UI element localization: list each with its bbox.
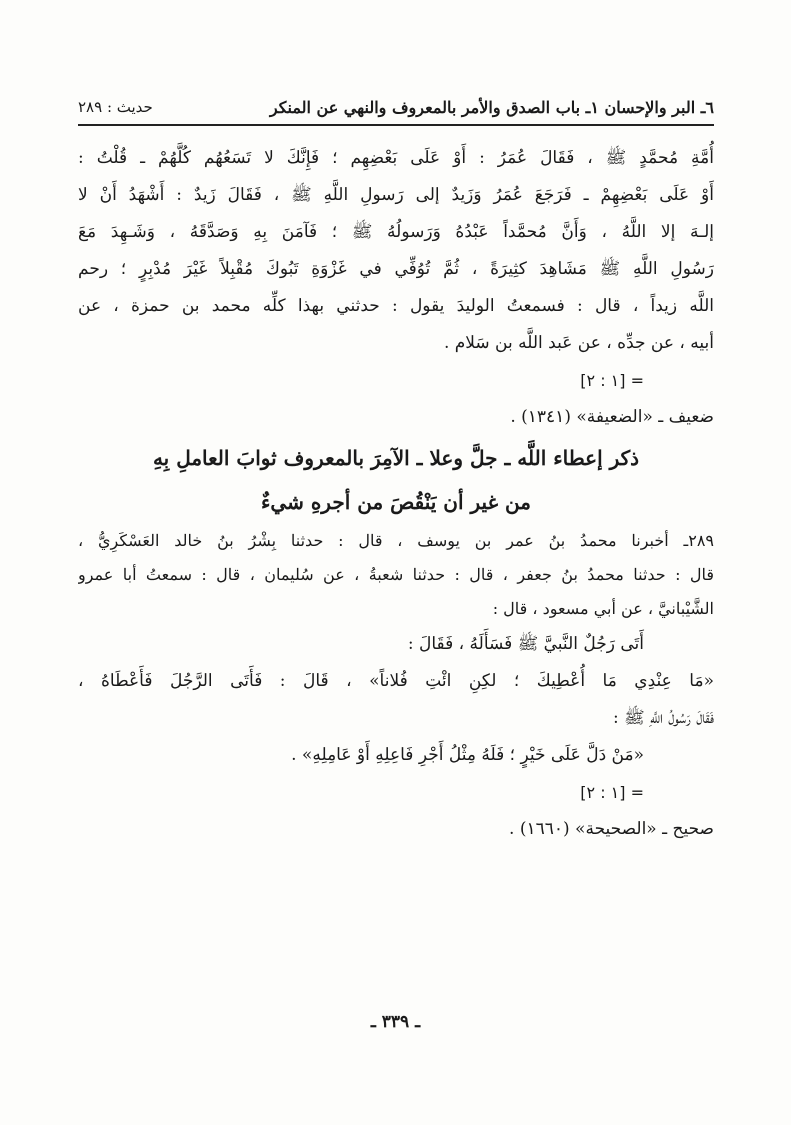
isnad-line: قال : حدثنا محمدُ بنُ جعفر ، قال : حدثنا شعبةُ ، عن سُليمان ، قال : سمعتُ أبا عمرو <box>78 565 714 584</box>
matn-line: «مَا عِنْدِي مَا أُعْطِيكَ ؛ لكِنِ ائْتِ فُلاناً» ، قَالَ : فَأَتَى الرَّجُلَ فَأَعْطَاهُ ، <box>78 671 714 691</box>
matn-line: فَقَالَ رَسُولُ اللَّهِ ﷺ : <box>613 708 714 728</box>
section-heading <box>78 436 714 524</box>
text-line: أبيه ، عن جدِّه ، عن عَبد اللَّه بن سَلام . <box>443 333 714 353</box>
cross-reference: = [١ : ٢] <box>580 783 644 802</box>
grading-note: ضعيف ـ «الضعيفة» (١٣٤١) . <box>510 407 714 427</box>
matn-line: أَتَى رَجُلٌ النَّبيَّ ﷺ فَسَأَلَهُ ، فَقَالَ : <box>407 634 644 654</box>
isnad-line: الشَّيْبانيَّ ، عن أبي مسعود ، قال : <box>492 599 714 618</box>
text-line: أُمَّةِ مُحمَّدٍ ﷺ ، فَقَالَ عُمَرُ : أَوْ عَلَى بَعْضِهِم ؛ فَإِنَّكَ لا تَسَعُهُم كُلَّهُمْ ـ قُلْتُ : <box>78 148 714 168</box>
grading-note: صحيح ـ «الصحيحة» (١٦٦٠) . <box>509 819 714 839</box>
text-line: إلـهَ إلا اللَّهُ ، وَأَنَّ مُحمَّداً عَبْدُهُ وَرَسولُهُ ﷺ ؛ فَآمَنَ بِهِ وَصَدَّقَهُ ، وَشَـهِدَ مَعَ <box>78 222 714 242</box>
running-header <box>78 94 714 124</box>
text-line: أَوْ عَلَى بَعْضِهِمْ ـ فَرَجَعَ عُمَرُ وَزَيدٌ إلى رَسولِ اللَّهِ ﷺ ، فَقَالَ زَيدٌ : أَشْهَدُ أَنْ لا <box>78 185 714 205</box>
cross-reference: = [١ : ٢] <box>580 371 644 390</box>
matn-line: «مَنْ دَلَّ عَلَى خَيْرٍ ؛ فَلَهُ مِثْلُ أَجْرِ فَاعِلِهِ أَوْ عَامِلِهِ» . <box>291 745 644 765</box>
hadith-number-label: حديث : ٢٨٩ <box>78 98 153 116</box>
narration-paragraph <box>78 140 714 362</box>
header-rule <box>78 124 714 126</box>
text-line: اللَّه زيداً ، قال : فسمعتُ الوليدَ يقول : حدثني بهذا كلِّه محمد بن حمزة ، عن <box>78 296 714 316</box>
heading-line: ذكر إعطاء اللَّه ـ جلَّ وعلا ـ الآمِرَ بالمعروف ثوابَ العاملِ بِهِ <box>152 446 640 470</box>
page-number: ـ ٣٣٩ ـ <box>370 1012 421 1032</box>
hadith-289 <box>78 524 714 774</box>
text-line: رَسُولِ اللَّهِ ﷺ مَشَاهِدَ كثِيرَةً ، ثُمَّ تُوُفِّي في غَزْوَةِ تَبُوكَ مُقْبِلاً غَيْرَ مُدْبِرٍ ؛ رحم <box>78 259 714 279</box>
page-body <box>78 140 714 848</box>
heading-line: من غير أن يَنْقُصَ من أجرهِ شيءٌ <box>261 490 531 514</box>
chapter-title: ٦ـ البر والإحسان ١ـ باب الصدق والأمر بالمعروف والنهي عن المنكر <box>269 98 714 117</box>
isnad-line: ٢٨٩ـ أخبرنا محمدُ بنُ عمر بن يوسف ، قال : حدثنا بِشْرُ بنُ خالد العَسْكَرِيُّ ، <box>78 531 714 550</box>
